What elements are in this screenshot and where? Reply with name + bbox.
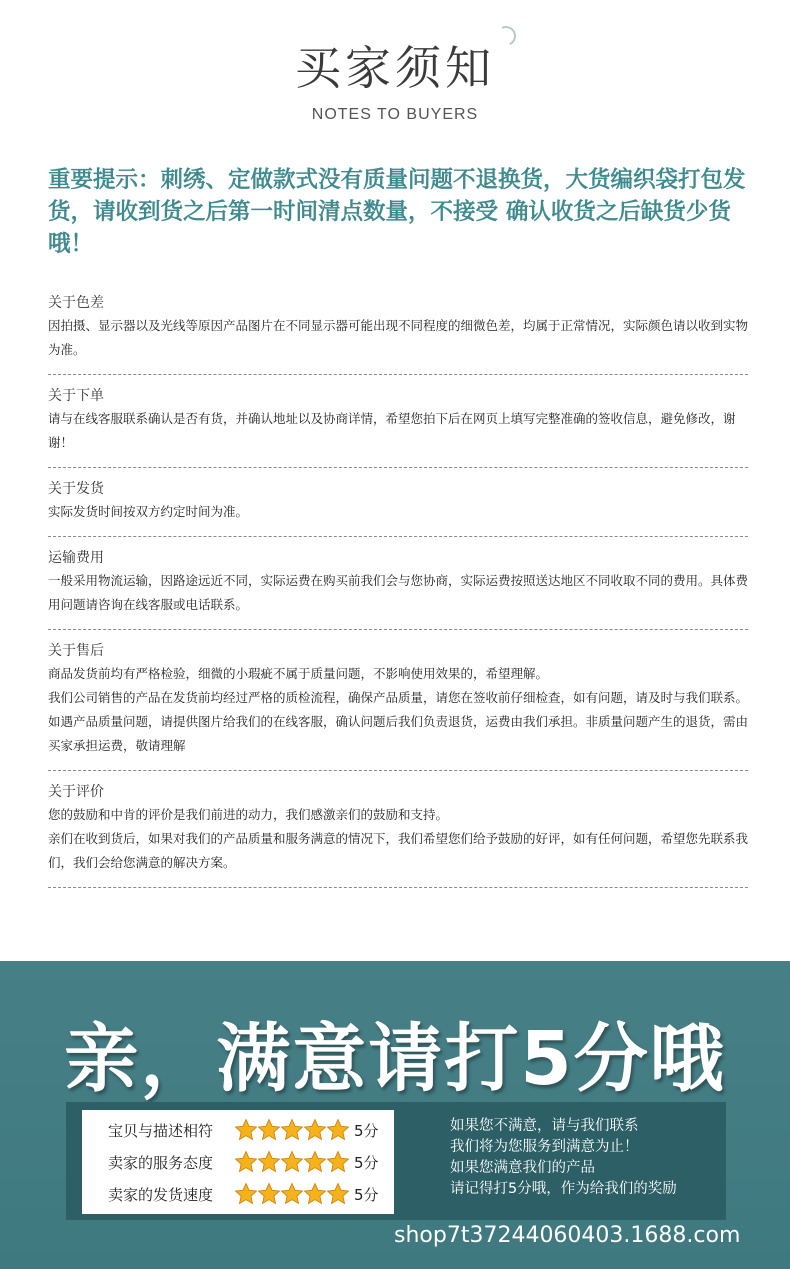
star-icon bbox=[257, 1182, 281, 1206]
section-paragraph: 亲们在收到货后，如果对我们的产品质量和服务满意的情况下，我们希望您们给予鼓励的好评，如有任何问题，希望您先联系我们，我们会给您满意的解决方案。 bbox=[48, 831, 749, 870]
important-notice: 重要提示：刺绣、定做款式没有质量问题不退换货，大货编织袋打包发货，请收到货之后第一时间清点数量，不接受 确认收货之后缺货少货哦！ bbox=[48, 167, 746, 257]
rating-label: 卖家的发货速度 bbox=[108, 1185, 214, 1204]
dashed-divider bbox=[48, 467, 748, 468]
rating-score: 5分 bbox=[354, 1153, 379, 1172]
notes-section bbox=[48, 547, 750, 630]
star-icon bbox=[234, 1150, 258, 1174]
page-title: 买家须知 bbox=[295, 41, 495, 95]
section-heading: 运输费用 bbox=[48, 550, 104, 566]
star-rating bbox=[234, 1150, 349, 1174]
notes-sections bbox=[48, 292, 750, 898]
contact-line: 如果您满意我们的产品 bbox=[450, 1160, 595, 1176]
contact-line: 我们将为您服务到满意为止！ bbox=[450, 1139, 639, 1155]
notes-section bbox=[48, 385, 750, 468]
rating-label: 宝贝与描述相符 bbox=[108, 1121, 214, 1140]
star-icon bbox=[303, 1118, 327, 1142]
star-icon bbox=[303, 1182, 327, 1206]
section-paragraph: 您的鼓励和中肯的评价是我们前进的动力，我们感激亲们的鼓励和支持。 bbox=[48, 807, 449, 822]
section-paragraph: 请与在线客服联系确认是否有货，并确认地址以及协商详情，希望您拍下后在网页上填写完整准确的签收信息，避免修改，谢谢！ bbox=[48, 411, 736, 450]
dashed-divider bbox=[48, 374, 748, 375]
contact-line: 请记得打5分哦，作为给我们的奖励 bbox=[450, 1181, 677, 1197]
notes-section bbox=[48, 640, 750, 771]
section-heading: 关于售后 bbox=[48, 643, 104, 659]
section-heading: 关于下单 bbox=[48, 388, 104, 404]
contact-line: 如果您不满意，请与我们联系 bbox=[450, 1118, 639, 1134]
section-paragraph: 实际发货时间按双方约定时间为准。 bbox=[48, 504, 249, 519]
star-icon bbox=[326, 1182, 350, 1206]
star-icon bbox=[257, 1150, 281, 1174]
notes-section bbox=[48, 292, 750, 375]
section-paragraph: 我们公司销售的产品在发货前均经过严格的质检流程，确保产品质量，请您在签收前仔细检查，如有问题，请及时与我们联系。 bbox=[48, 690, 749, 705]
section-paragraph: 商品发货前均有严格检验，细微的小瑕疵不属于质量问题，不影响使用效果的，希望理解。 bbox=[48, 666, 549, 681]
dashed-divider bbox=[48, 887, 748, 888]
header bbox=[0, 0, 790, 150]
dashed-divider bbox=[48, 770, 748, 771]
section-paragraph: 如遇产品质量问题，请提供图片给我们的在线客服，确认问题后我们负责退货，运费由我们承担。非质量问题产生的退货，需由买家承担运费，敬请理解 bbox=[48, 714, 749, 753]
section-paragraph: 因拍摄、显示器以及光线等原因产品图片在不同显示器可能出现不同程度的细微色差，均属于正常情况，实际颜色请以收到实物为准。 bbox=[48, 318, 749, 357]
dashed-divider bbox=[48, 629, 748, 630]
rating-score: 5分 bbox=[354, 1185, 379, 1204]
section-paragraph: 一般采用物流运输，因路途远近不同，实际运费在购买前我们会与您协商，实际运费按照送达地区不同收取不同的费用。具体费用问题请咨询在线客服或电话联系。 bbox=[48, 573, 749, 612]
star-icon bbox=[257, 1118, 281, 1142]
shop-url: shop7t37244060403.1688.com bbox=[394, 1223, 741, 1248]
star-icon bbox=[234, 1182, 258, 1206]
star-rating bbox=[234, 1118, 349, 1142]
star-icon bbox=[280, 1118, 304, 1142]
star-rating bbox=[234, 1182, 349, 1206]
rating-card bbox=[82, 1110, 394, 1214]
star-icon bbox=[234, 1118, 258, 1142]
star-icon bbox=[326, 1150, 350, 1174]
contact-message bbox=[450, 1116, 720, 1200]
star-icon bbox=[326, 1118, 350, 1142]
rating-row bbox=[82, 1114, 394, 1146]
rating-row bbox=[82, 1178, 394, 1210]
banner-title: 亲，满意请打5分哦 bbox=[64, 1016, 726, 1102]
section-heading: 关于发货 bbox=[48, 481, 104, 497]
dashed-divider bbox=[48, 536, 748, 537]
notes-section bbox=[48, 781, 750, 888]
rating-row bbox=[82, 1146, 394, 1178]
section-heading: 关于色差 bbox=[48, 295, 104, 311]
star-icon bbox=[280, 1182, 304, 1206]
star-icon bbox=[303, 1150, 327, 1174]
section-heading: 关于评价 bbox=[48, 784, 104, 800]
star-icon bbox=[280, 1150, 304, 1174]
page-subtitle: NOTES TO BUYERS bbox=[311, 106, 479, 123]
rating-label: 卖家的服务态度 bbox=[108, 1153, 214, 1172]
rating-score: 5分 bbox=[354, 1121, 379, 1140]
notes-section bbox=[48, 478, 750, 537]
